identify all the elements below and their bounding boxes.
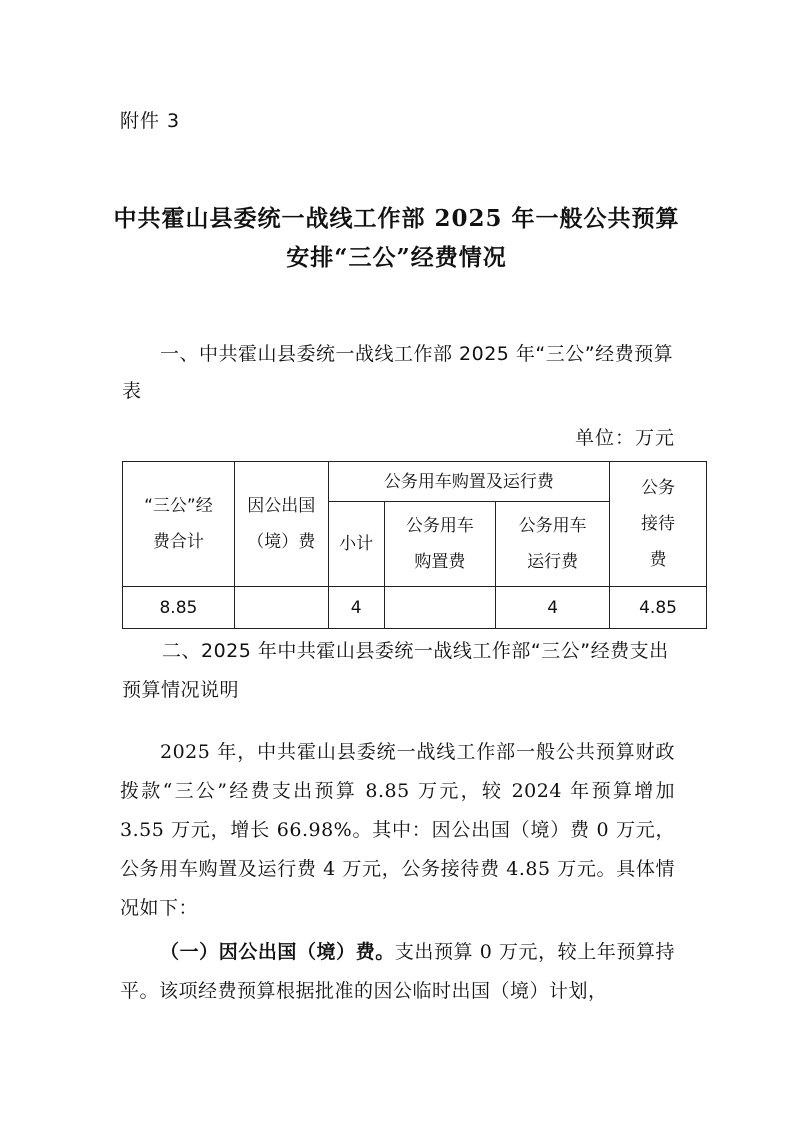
header-reception: 公务接待费 <box>610 462 707 587</box>
cell-total: 8.85 <box>123 587 235 629</box>
header-subtotal: 小计 <box>328 502 384 587</box>
cell-subtotal: 4 <box>328 587 384 629</box>
paragraph-abroad <box>120 933 675 1011</box>
unit-label: 单位：万元 <box>574 427 675 449</box>
header-purchase: 公务用车购置费 <box>384 502 496 587</box>
cell-abroad <box>234 587 328 629</box>
attachment-label: 附件 3 <box>120 110 181 132</box>
header-vehicle-group: 公务用车购置及运行费 <box>328 462 609 502</box>
section1-heading: 一、中共霍山县委统一战线工作部 2025 年“三公”经费预算表 <box>122 343 674 402</box>
cell-operation: 4 <box>496 587 610 629</box>
paragraph-abroad-body: 支出预算 0 万元，较上年预算持平。该项经费预算根据批准的因公临时出国（境）计划， <box>120 941 675 1002</box>
cell-reception: 4.85 <box>610 587 707 629</box>
paragraph-summary: 2025 年，中共霍山县委统一战线工作部一般公共预算财政拨款“三公”经费支出预算 8.85 万元，较 2024 年预算增加 3.55 万元，增长 66.98%。其中：因公出国（境）费 0 万元，公务用车购置及运行费 4 万元，公务接待费 4.85 万元。具体情况如下： <box>120 741 675 919</box>
paragraph-abroad-lead: （一）因公出国（境）费。 <box>160 941 395 963</box>
section2-heading: 二、2025 年中共霍山县委统一战线工作部“三公”经费支出预算情况说明 <box>122 640 669 701</box>
header-total: “三公”经费合计 <box>123 462 235 587</box>
three-public-budget-table <box>122 461 707 629</box>
header-abroad: 因公出国（境）费 <box>234 462 328 587</box>
document-title-line2: 安排“三公”经费情况 <box>286 244 507 271</box>
cell-purchase <box>384 587 496 629</box>
document-title-line1: 中共霍山县委统一战线工作部 2025 年一般公共预算 <box>113 205 680 232</box>
header-operation: 公务用车运行费 <box>496 502 610 587</box>
